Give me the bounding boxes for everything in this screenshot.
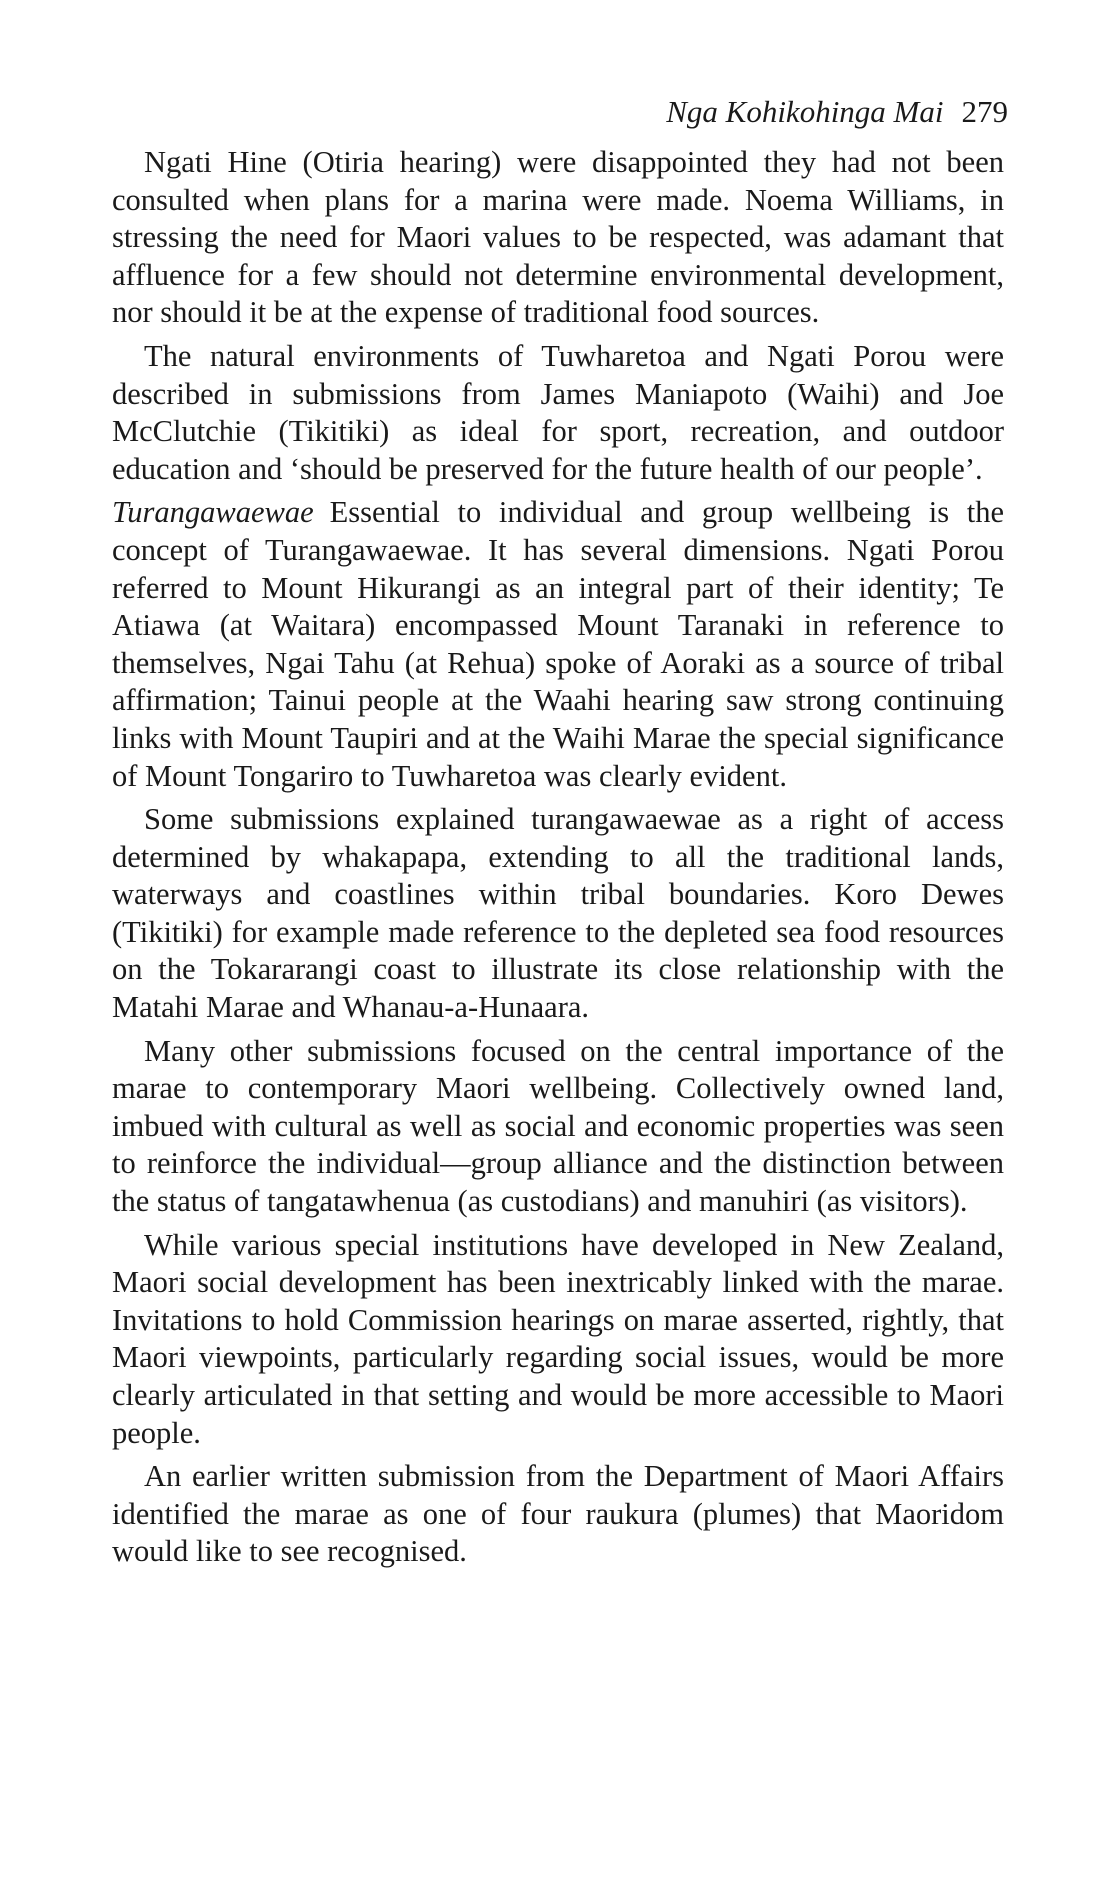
paragraph-7: An earlier written submission from the Department of Maori Affairs identified the marae as one of four raukura (plumes) that Maoridom would like to see recognised. xyxy=(112,1459,1004,1569)
running-head xyxy=(112,92,1008,144)
paragraph-1: Ngati Hine (Otiria hearing) were disappointed they had not been consulted when plans for a marina were made. Noema Williams, in stressing the need for Maori values to be respected, was adamant that affluence for a few should not determine environmental development, nor should it be at the expense of traditional food sources. xyxy=(112,145,1004,330)
paragraph-3-text: Essential to individual and group wellbeing is the concept of Turangawaewae. It has several dimensions. Ngati Porou referred to Mount Hikurangi as an integral part of their identity; Te Atiawa (at Waitara) encompassed Mount Taranaki in reference to themselves, Ngai Tahu (at Rehua) spoke of Aoraki as a source of tribal affirmation; Tainui people at the Waahi hearing saw strong continuing links with Mount Taupiri and at the Waihi Marae the special significance of Mount Tongariro to Tuwharetoa was clearly evident. xyxy=(112,495,1004,793)
section-heading: Turangawaewae xyxy=(112,495,314,530)
paragraph-4: Some submissions explained turangawaewae as a right of access determined by whakapapa, extending to all the traditional lands, waterways and coastlines within tribal boundaries. Koro Dewes (Tikitiki) for example made reference to the depleted sea food resources on the Tokararangi coast to illustrate its close relationship with the Matahi Marae and Whanau-a-Hunaara. xyxy=(112,802,1004,1025)
paragraph-3 xyxy=(112,494,1004,795)
page xyxy=(112,92,1008,1577)
paragraph-2: The natural environments of Tuwharetoa and Ngati Porou were described in submissions from James Maniapoto (Waihi) and Joe McClutchie (Tikitiki) as ideal for sport, recreation, and outdoor education and ‘should be preserved for the future health of our people’. xyxy=(112,338,1004,486)
running-title: Nga Kohikohinga Mai xyxy=(666,94,944,129)
paragraph-5: Many other submissions focused on the central importance of the marae to contemporary Maori wellbeing. Collectively owned land, imbued with cultural as well as social and economic properties was seen to reinforce the individual—group alliance and the distinction between the status of tangatawhenua (as custodians) and manuhiri (as visitors). xyxy=(112,1033,1004,1219)
paragraph-6: While various special institutions have developed in New Zealand, Maori social development has been inextricably linked with the marae. Invitations to hold Commission hearings on marae asserted, rightly, that Maori viewpoints, particularly regarding social issues, would be more clearly articulated in that setting and would be more accessible to Maori people. xyxy=(112,1227,1004,1450)
page-number: 279 xyxy=(961,94,1008,129)
